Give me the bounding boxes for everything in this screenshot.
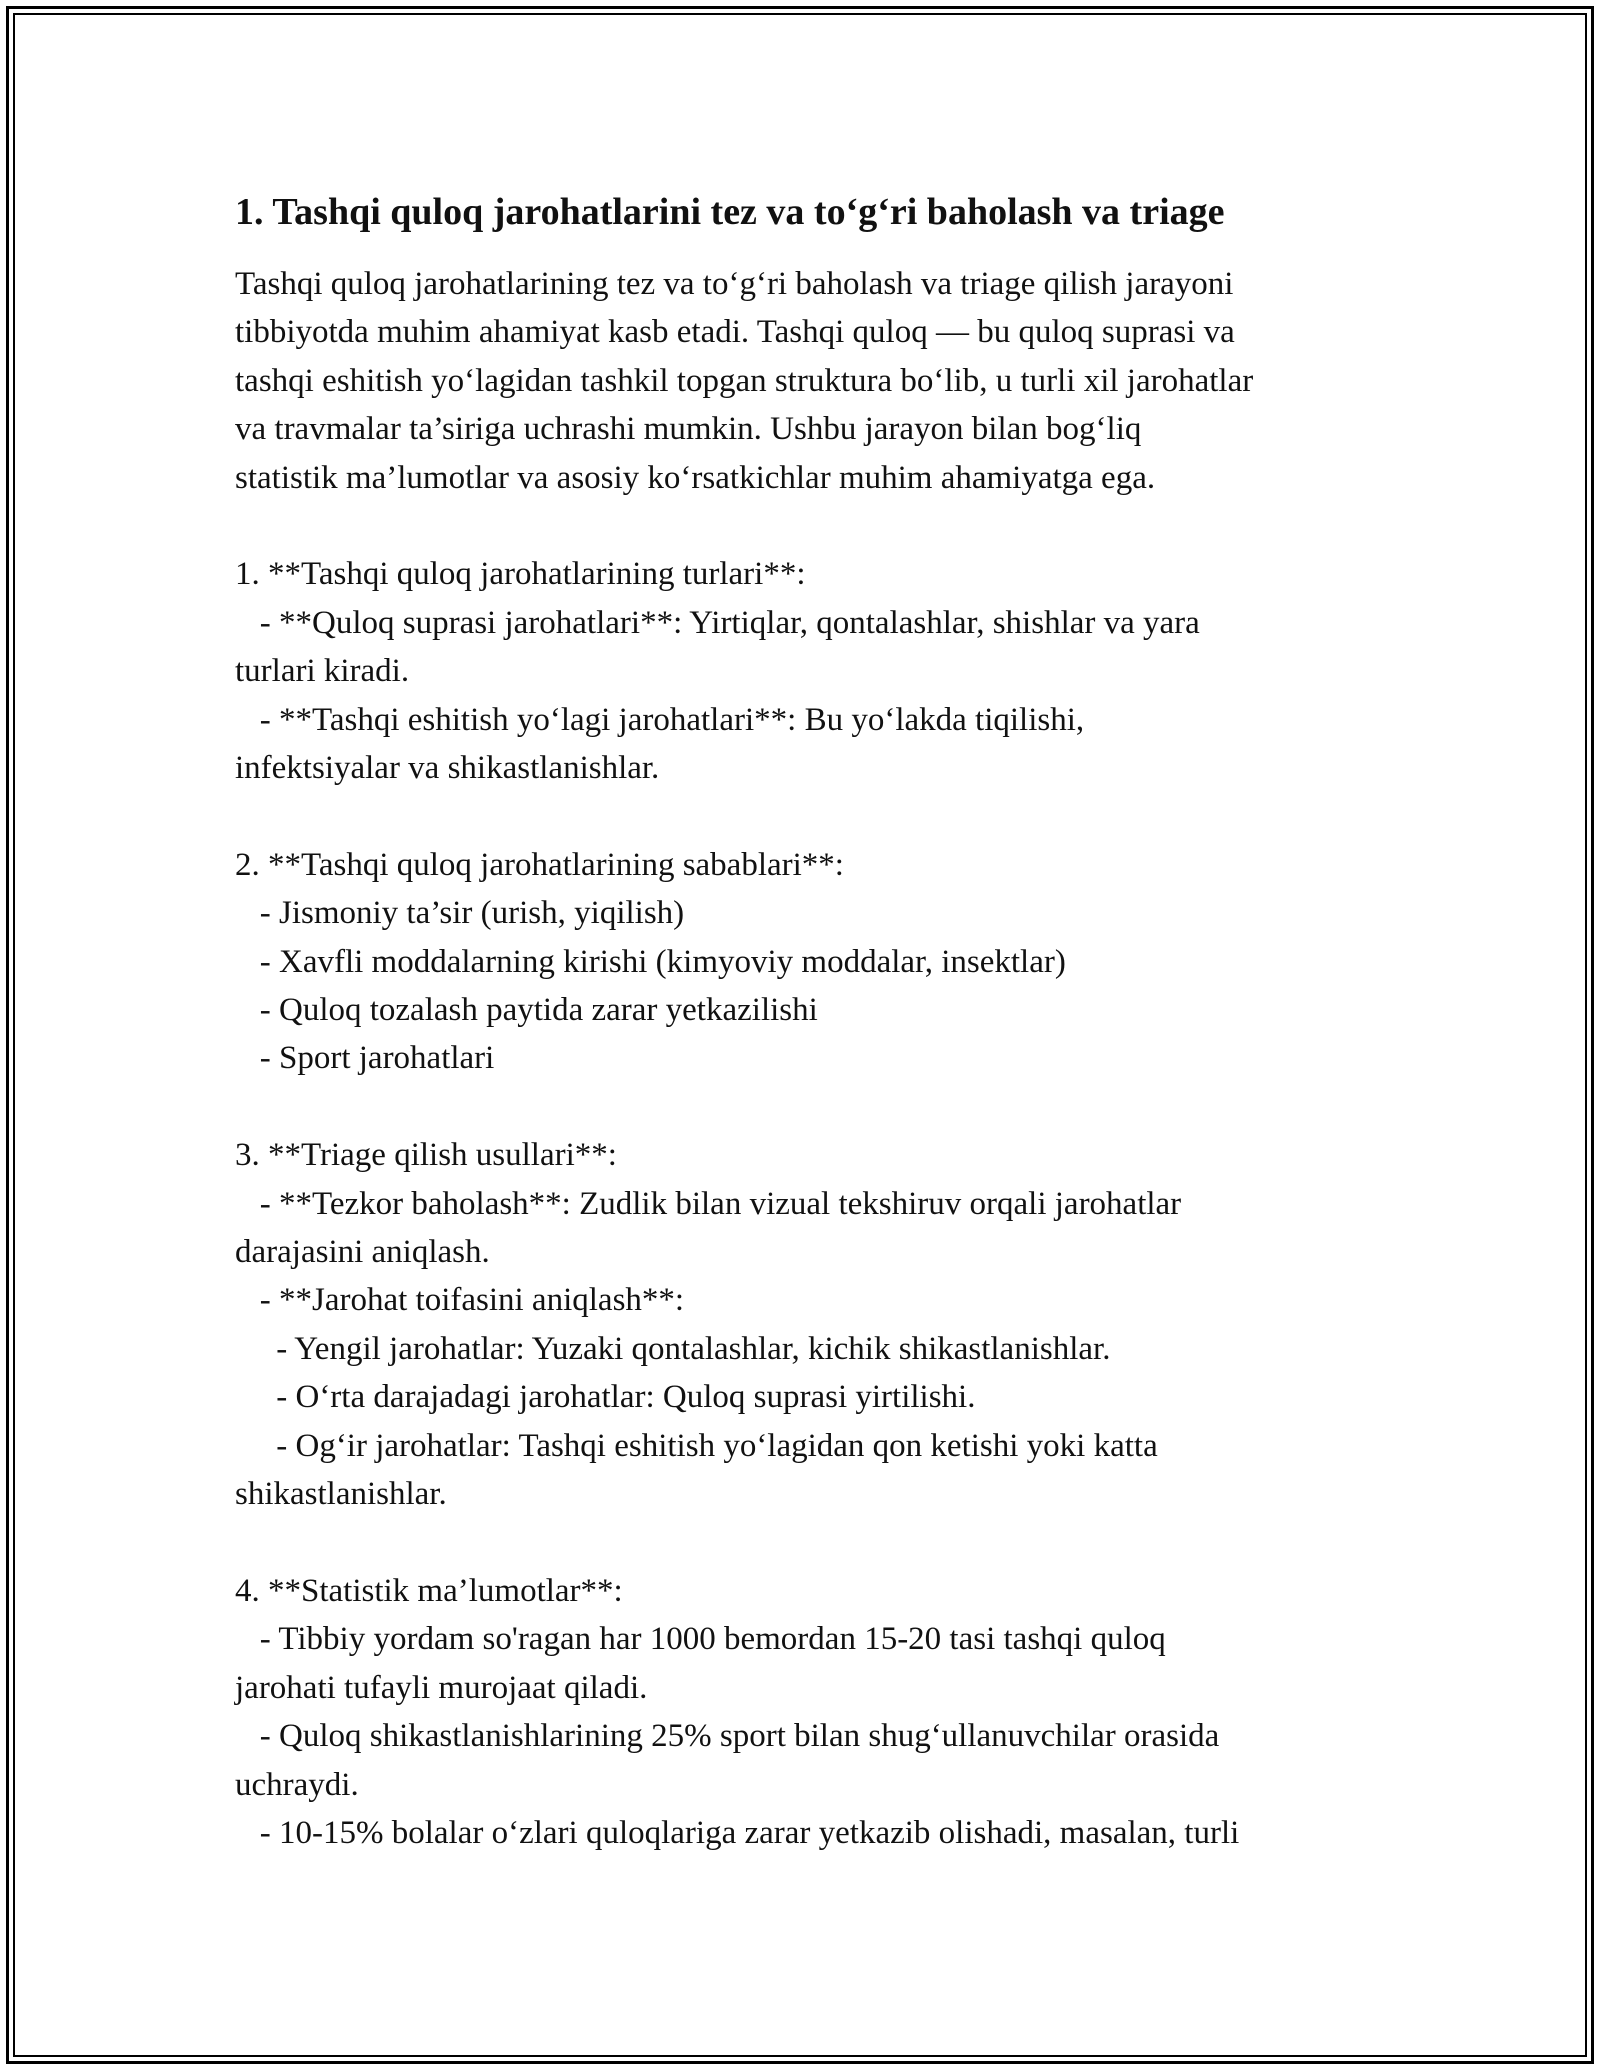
text-line: - Quloq shikastlanishlarining 25% sport bilan shug‘ullanuvchilar orasida [235,1718,1220,1755]
text-line: darajasini aniqlash. [235,1234,490,1271]
text-line: 3. **Triage qilish usullari**: [235,1137,617,1174]
text-line: - **Quloq suprasi jarohatlari**: Yirtiqlar, qontalashlar, shishlar va yara [235,604,1200,641]
text-line: 4. **Statistik ma’lumotlar**: [235,1572,623,1609]
document-title: 1. Tashqi quloq jarohatlarini tez va to‘g‘ri baholash va triage [235,191,1225,233]
text-line: uchraydi. [235,1766,359,1803]
text-line: infektsiyalar va shikastlanishlar. [235,750,660,787]
text-line: - O‘rta darajadagi jarohatlar: Quloq suprasi yirtilishi. [235,1379,976,1416]
blank-line [235,792,1395,840]
blank-line [235,502,1395,550]
text-line: - Quloq tozalash paytida zarar yetkazilishi [235,992,818,1029]
text-line: jarohati tufayli murojaat qiladi. [235,1669,648,1706]
text-line: Tashqi quloq jarohatlarining tez va to‘g‘ri baholash va triage qilish jarayoni [235,266,1234,302]
blank-line [235,1083,1395,1131]
text-line: - **Tezkor baholash**: Zudlik bilan vizual tekshiruv orqali jarohatlar [235,1185,1182,1222]
text-line: - Jismoniy ta’sir (urish, yiqilish) [235,895,685,932]
blank-line [235,1519,1395,1567]
text-line: - 10-15% bolalar o‘zlari quloqlariga zarar yetkazib olishadi, masalan, turli [235,1814,1240,1851]
text-line: shikastlanishlar. [235,1476,447,1513]
text-line: 2. **Tashqi quloq jarohatlarining sabablari**: [235,846,844,883]
text-line: - Yengil jarohatlar: Yuzaki qontalashlar, kichik shikastlanishlar. [235,1330,1111,1367]
text-line: - **Tashqi eshitish yo‘lagi jarohatlari**: Bu yo‘lakda tiqilishi, [235,701,1085,738]
document-text [235,260,1395,1857]
text-line: - Xavfli moddalarning kirishi (kimyoviy moddalar, insektlar) [235,943,1066,980]
text-line: statistik ma’lumotlar va asosiy ko‘rsatkichlar muhim ahamiyatga ega. [235,459,1156,496]
text-line: - Og‘ir jarohatlar: Tashqi eshitish yo‘lagidan qon ketishi yoki katta [235,1427,1158,1464]
text-line: - **Jarohat toifasini aniqlash**: [235,1282,685,1319]
text-line: va travmalar ta’siriga uchrashi mumkin. Ushbu jarayon bilan bog‘liq [235,411,1142,448]
text-line: - Sport jarohatlari [235,1040,495,1077]
text-line: 1. **Tashqi quloq jarohatlarining turlari**: [235,556,806,593]
text-line: - Tibbiy yordam so'ragan har 1000 bemordan 15-20 tasi tashqi quloq [235,1621,1166,1658]
text-line: tibbiyotda muhim ahamiyat kasb etadi. Tashqi quloq — bu quloq suprasi va [235,314,1235,351]
document-body [235,186,1395,1857]
text-line: tashqi eshitish yo‘lagidan tashkil topgan struktura bo‘lib, u turli xil jarohatlar [235,362,1254,399]
text-line: turlari kiradi. [235,653,410,690]
